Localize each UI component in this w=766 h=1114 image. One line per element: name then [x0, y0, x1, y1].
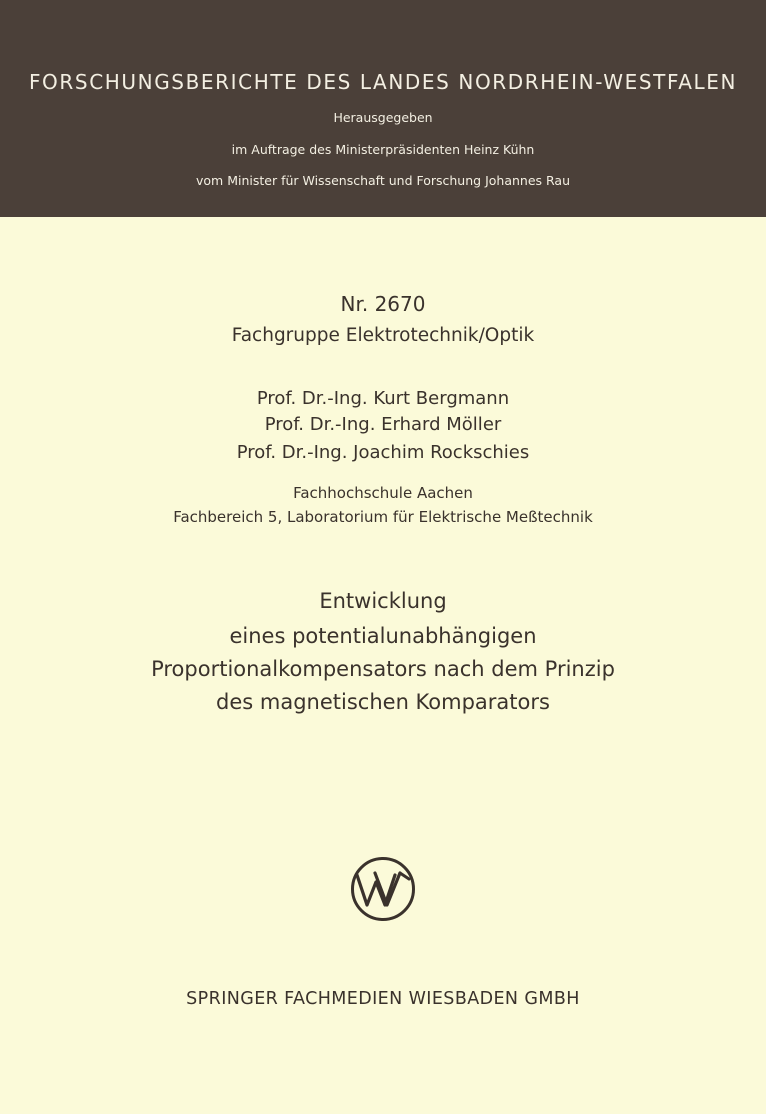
author-2: Prof. Dr.-Ing. Erhard Möller — [264, 414, 502, 435]
title-line-4: des magnetischen Komparators — [216, 690, 550, 714]
report-group: Fachgruppe Elektrotechnik/Optik — [231, 325, 535, 346]
header-band — [0, 0, 766, 217]
header-editor-line: Herausgegeben — [333, 110, 433, 125]
header-minister-line: vom Minister für Wissenschaft und Forschung Johannes Rau — [196, 173, 570, 188]
header-commission-line: im Auftrage des Ministerpräsidenten Heinz Kühn — [231, 142, 535, 157]
springer-wv-logo-icon — [350, 856, 416, 922]
title-line-3: Proportionalkompensators nach dem Prinzip — [151, 657, 615, 681]
series-title: FORSCHUNGSBERICHTE DES LANDES NORDRHEIN-WESTFALEN — [28, 70, 738, 94]
author-1: Prof. Dr.-Ing. Kurt Bergmann — [256, 388, 510, 409]
publisher-name: SPRINGER FACHMEDIEN WIESBADEN GMBH — [186, 989, 580, 1009]
author-3: Prof. Dr.-Ing. Joachim Rockschies — [236, 442, 530, 463]
report-number: Nr. 2670 — [340, 292, 426, 316]
institution-name: Fachhochschule Aachen — [293, 484, 473, 502]
title-line-1: Entwicklung — [319, 589, 447, 613]
title-line-2: eines potentialunabhängigen — [229, 624, 537, 648]
institution-department: Fachbereich 5, Laboratorium für Elektrische Meßtechnik — [173, 508, 593, 526]
